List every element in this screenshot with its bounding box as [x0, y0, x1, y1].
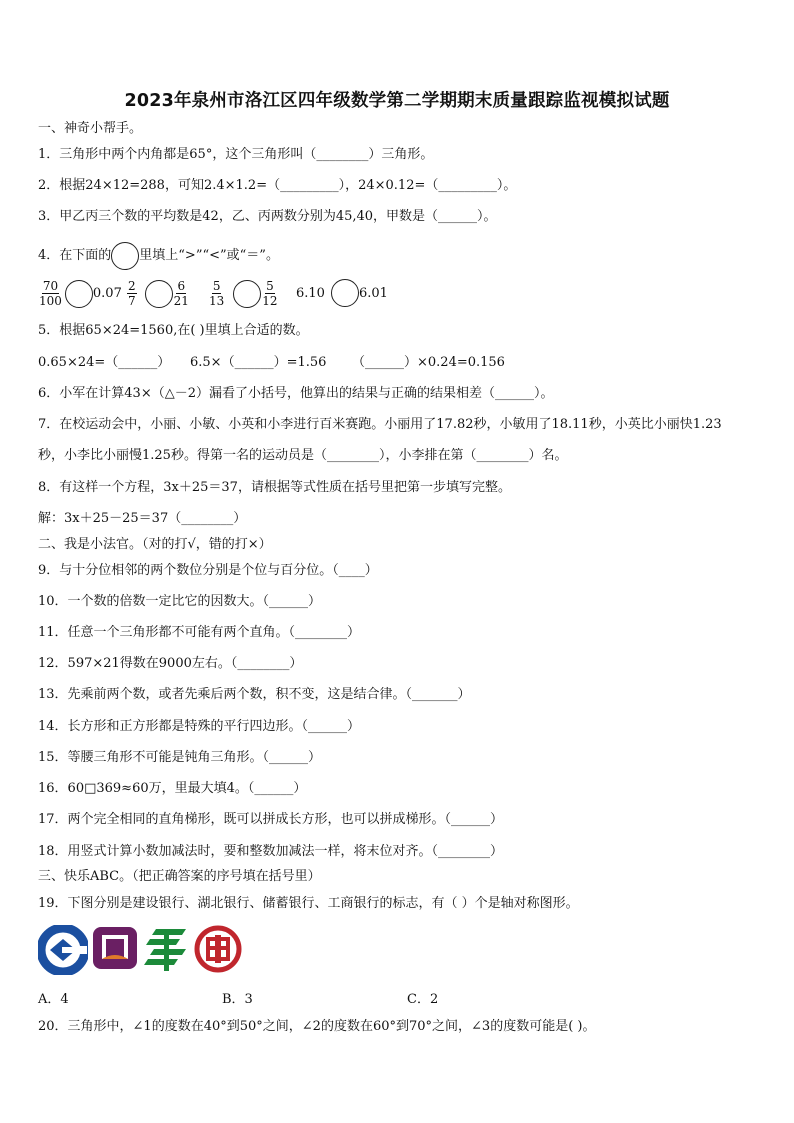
- numerator: 5: [266, 279, 274, 293]
- question-14: 14．长方形和正方形都是特殊的平行四边形。（______）: [38, 719, 361, 734]
- denominator: 7: [128, 294, 136, 308]
- question-5-item-1: 0.65×24=（______）: [38, 355, 171, 370]
- question-1: 1．三角形中两个内角都是65°，这个三角形叫（________）三角形。: [38, 147, 434, 162]
- numerator: 6: [177, 279, 186, 293]
- fraction: [173, 279, 190, 308]
- question-4-prefix: 4．在下面的: [38, 248, 112, 263]
- hubei-bank-logo-icon: [92, 925, 138, 971]
- compare-value: 6.01: [358, 285, 388, 301]
- question-3: 3．甲乙丙三个数的平均数是42，乙、丙两数分别为45,40，甲数是（______）。: [38, 209, 497, 224]
- postal-savings-logo-icon: [142, 925, 190, 973]
- option-b[interactable]: B．3: [222, 992, 253, 1007]
- fraction: [38, 279, 63, 308]
- numerator: 2: [128, 279, 136, 293]
- fraction: [261, 279, 278, 308]
- icbc-logo-icon: [194, 925, 242, 973]
- compare-item-1: [38, 279, 122, 308]
- question-5: 5．根据65×24=1560,在( )里填上合适的数。: [38, 323, 309, 338]
- question-5-item-2: 6.5×（______）=1.56: [190, 355, 327, 370]
- denominator: 12: [262, 294, 278, 308]
- question-7-line-2: 秒，小李比小丽慢1.25秒。得第一名的运动员是（________），小李排在第（________）名。: [38, 448, 568, 463]
- section-1-heading: 一、神奇小帮手。: [38, 121, 143, 136]
- fraction: [208, 279, 225, 308]
- compare-circle-icon[interactable]: [331, 279, 359, 307]
- denominator: 100: [39, 294, 62, 308]
- ccb-logo-icon: [38, 925, 88, 975]
- question-8: 8．有这样一个方程，3x＋25＝37，请根据等式性质在括号里把第一步填写完整。: [38, 480, 511, 495]
- compare-circle-icon[interactable]: [145, 280, 173, 308]
- fraction: [127, 279, 137, 308]
- question-8-solution: 解：3x＋25－25＝37（________）: [38, 511, 247, 526]
- denominator: 21: [173, 294, 189, 308]
- question-10: 10．一个数的倍数一定比它的因数大。（______）: [38, 594, 322, 609]
- option-a[interactable]: A．4: [38, 992, 69, 1007]
- compare-circle-icon[interactable]: [65, 280, 93, 308]
- compare-value: 0.07: [92, 286, 122, 301]
- question-4-suffix: 里填上“>”“<”或“＝”。: [139, 248, 279, 263]
- numerator: 5: [212, 279, 221, 293]
- question-12: 12．597×21得数在9000左右。（________）: [38, 656, 303, 671]
- page-title: 2023年泉州市洛江区四年级数学第二学期期末质量跟踪监视模拟试题: [124, 91, 670, 111]
- question-19: 19．下图分别是建设银行、湖北银行、储蓄银行、工商银行的标志，有（ ）个是轴对称图形。: [38, 896, 579, 911]
- compare-circle-icon[interactable]: [233, 280, 261, 308]
- question-4: [38, 242, 279, 270]
- question-2: 2．根据24×12=288，可知2.4×1.2=（_________），24×0.12=（_________）。: [38, 178, 517, 193]
- question-6: 6．小军在计算43×（△－2）漏看了小括号，他算出的结果与正确的结果相差（______）。: [38, 386, 554, 401]
- question-9: 9．与十分位相邻的两个数位分别是个位与百分位。（____）: [38, 563, 378, 578]
- question-18: 18．用竖式计算小数加减法时，要和整数加减法一样，将末位对齐。（________）: [38, 844, 504, 859]
- compare-item-3: [208, 279, 279, 308]
- question-7-line-1: 7．在校运动会中，小丽、小敏、小英和小李进行百米赛跑。小丽用了17.82秒，小敏用了18.11秒，小英比小丽快1.23: [38, 417, 722, 432]
- question-13: 13．先乘前两个数，或者先乘后两个数，积不变，这是结合律。（_______）: [38, 687, 471, 702]
- question-15: 15．等腰三角形不可能是钝角三角形。（______）: [38, 750, 322, 765]
- numerator: 70: [42, 279, 59, 293]
- compare-item-4: [296, 279, 388, 307]
- compare-value: 6.10: [296, 285, 325, 301]
- compare-item-2: [127, 279, 190, 308]
- section-2-heading: 二、我是小法官。（对的打√，错的打×）: [38, 537, 272, 552]
- question-11: 11．任意一个三角形都不可能有两个直角。（________）: [38, 625, 361, 640]
- blank-circle-icon[interactable]: [111, 242, 139, 270]
- question-5-item-3: （______）×0.24=0.156: [352, 355, 505, 370]
- question-17: 17．两个完全相同的直角梯形，既可以拼成长方形，也可以拼成梯形。（______）: [38, 812, 504, 827]
- section-3-heading: 三、快乐ABC。（把正确答案的序号填在括号里）: [38, 869, 321, 884]
- denominator: 13: [209, 294, 225, 308]
- option-c[interactable]: C．2: [407, 992, 439, 1007]
- question-20: 20．三角形中，∠1的度数在40°到50°之间，∠2的度数在60°到70°之间，∠3的度数可能是( )。: [38, 1019, 596, 1034]
- question-16: 16．60□369≈60万，里最大填4。（______）: [38, 781, 307, 796]
